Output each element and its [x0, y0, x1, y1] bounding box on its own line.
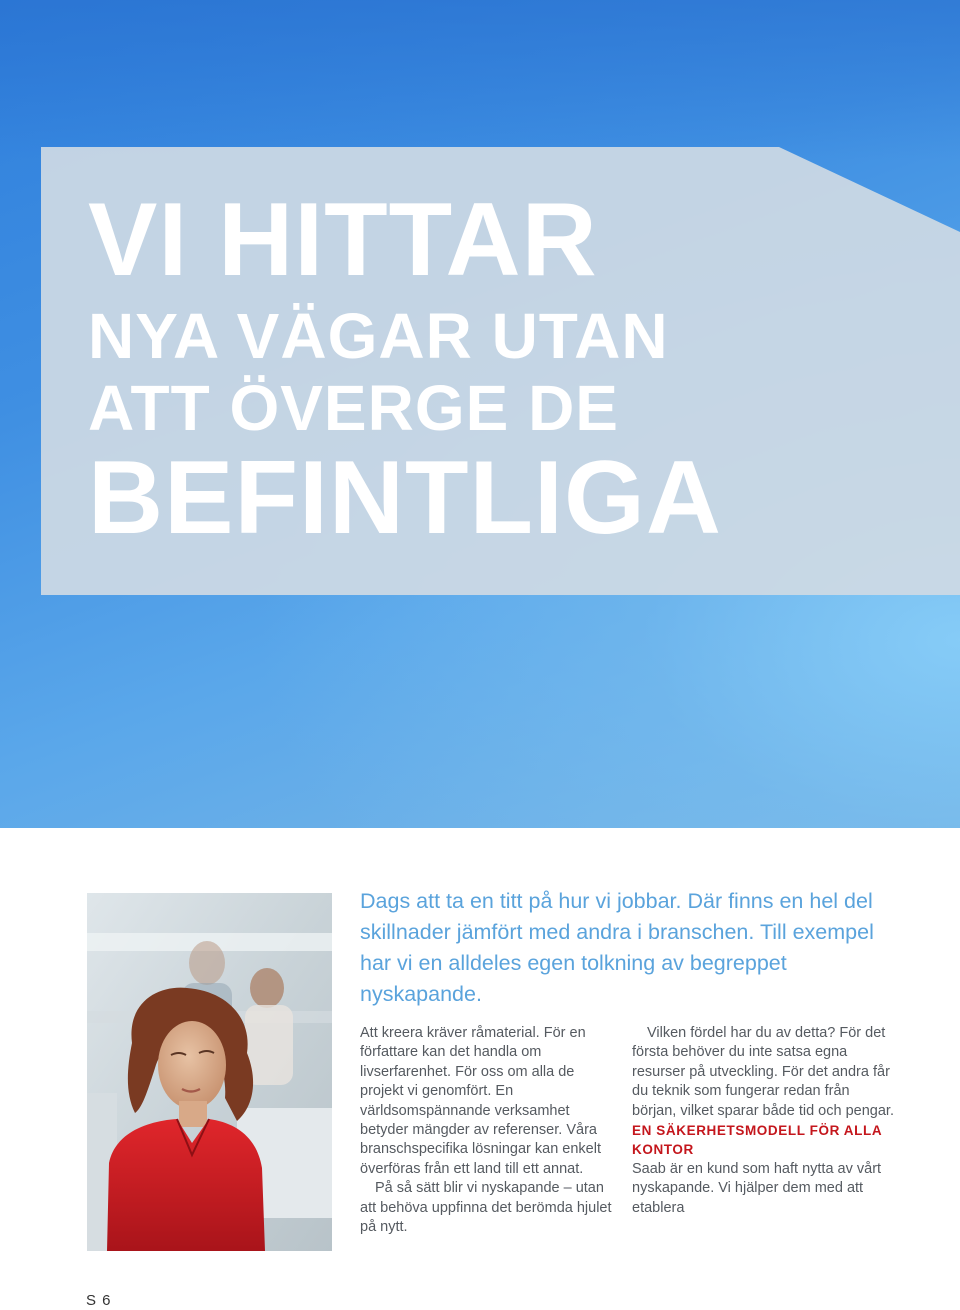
right-column [632, 1024, 894, 1218]
headline-line-4: BEFINTLIGA [88, 440, 722, 556]
headline-line-3: ATT ÖVERGE DE [88, 372, 619, 444]
section-subheading: EN SÄKERHETSMODELL FÖR ALLA KONTOR [632, 1123, 882, 1158]
left-column [360, 1024, 615, 1237]
office-photo [87, 893, 332, 1251]
intro-paragraph: Dags att ta en titt på hur vi jobbar. Där finns en hel del skillnader jämfört med andra i branschen. Till exempel har vi en alldeles egen tolkning av begreppet nyskapande. [360, 889, 874, 1006]
right-paragraph-2: Saab är en kund som haft nytta av vårt nyskapande. Vi hjälper dem med att etablera [632, 1160, 882, 1216]
headline-line-1: VI HITTAR [88, 182, 598, 298]
headline-line-2: NYA VÄGAR UTAN [88, 300, 669, 372]
left-paragraph-2: På så sätt blir vi nyskapande – utan att behöva uppfinna det berömda hjulet på nytt. [360, 1180, 612, 1236]
right-paragraph-1: Vilken fördel har du av detta? För det första behöver du inte satsa egna resurser på utveckling. För det andra får du teknik som fungerar redan från början, vilket sparar både tid och pengar. [632, 1025, 894, 1119]
woman-at-desk-image [87, 893, 332, 1251]
page-number: S 6 [86, 1292, 112, 1309]
left-paragraph-1: Att kreera kräver råmaterial. För en författare kan det handla om livserfarenhet. För oss om alla de projekt vi genomfört. En världsomspännande verksamhet betyder mängder av referenser. Våra branschspecifika lösningar kan enkelt överföras från ett land till ett annat. [360, 1025, 601, 1177]
